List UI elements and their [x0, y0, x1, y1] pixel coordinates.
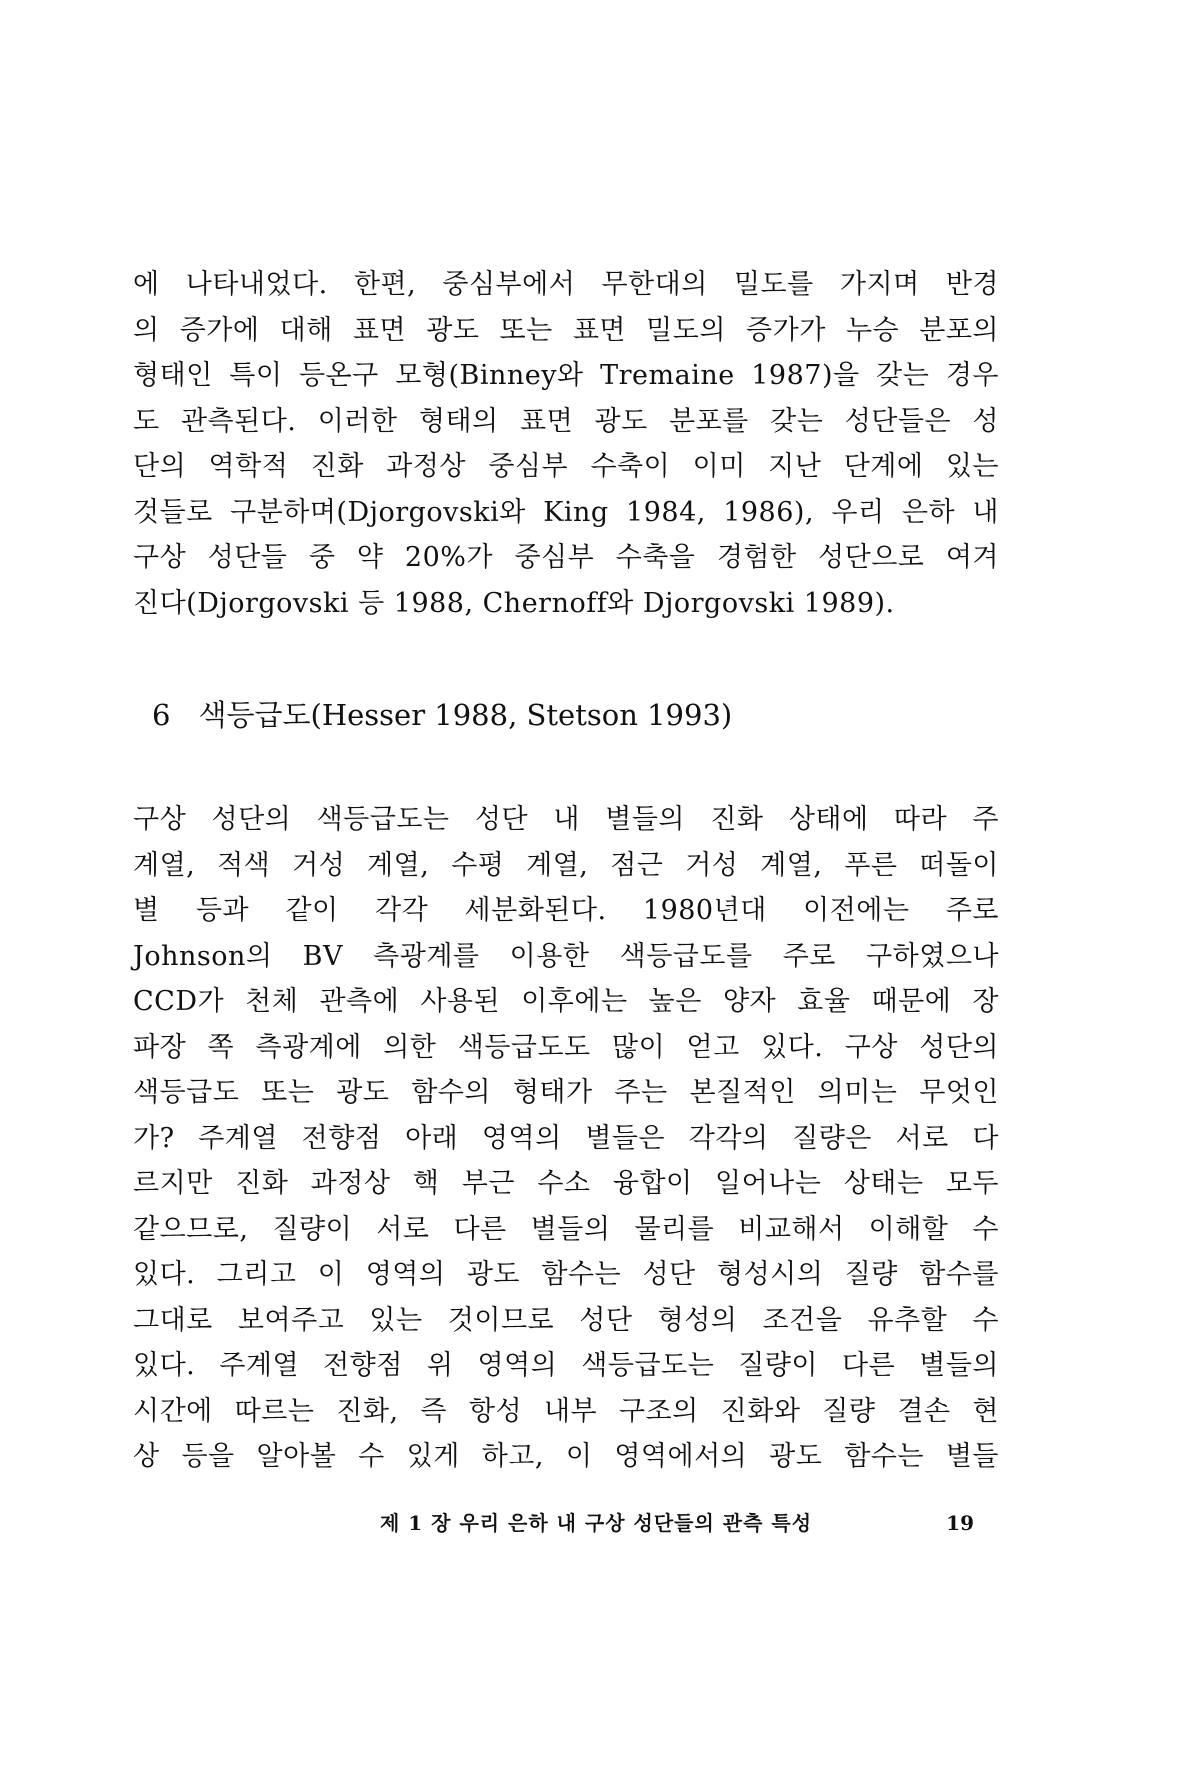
text-line: 같으므로, 질량이 서로 다른 별들의 물리를 비교해서 이해할 수 [133, 1213, 999, 1245]
chapter-title: 제 1 장 우리 은하 내 구상 성단들의 관측 특성 [380, 1511, 813, 1535]
text-line: CCD가 천체 관측에 사용된 이후에는 높은 양자 효율 때문에 장 [133, 986, 999, 1017]
page-number: 19 [946, 1511, 974, 1535]
text-line: 시간에 따르는 진화, 즉 항성 내부 구조의 진화와 질량 결손 현 [133, 1395, 999, 1427]
text-line: 가? 주계열 전향점 아래 영역의 별들은 각각의 질량은 서로 다 [133, 1122, 999, 1154]
text-line: 파장 쪽 측광계에 의한 색등급도도 많이 얻고 있다. 구상 성단의 [133, 1031, 999, 1063]
text-line: 구상 성단의 색등급도는 성단 내 별들의 진화 상태에 따라 주 [133, 804, 999, 835]
text-line: 계열, 적색 거성 계열, 수평 계열, 점근 거성 계열, 푸른 떠돌이 [133, 849, 999, 881]
text-line: 에 나타내었다. 한편, 중심부에서 무한대의 밀도를 가지며 반경 [133, 269, 999, 300]
text-line: 그대로 보여주고 있는 것이므로 성단 형성의 조건을 유추할 수 [133, 1304, 999, 1336]
paragraph-1 [133, 262, 999, 626]
text-line: 상 등을 알아볼 수 있게 하고, 이 영역에서의 광도 함수는 별들 [133, 1441, 999, 1472]
text-line: 의 증가에 대해 표면 광도 또는 표면 밀도의 증가가 누승 분포의 [133, 314, 999, 346]
text-line: 진다(Djorgovski 등 1988, Chernoff와 Djorgovski 1989). [133, 587, 895, 619]
text-line: 것들로 구분하며(Djorgovski와 King 1984, 1986), 우리 은하 내 [133, 496, 999, 528]
section-title: 색등급도(Hesser 1988, Stetson 1993) [198, 698, 733, 732]
running-footer [380, 1508, 974, 1538]
text-line: 구상 성단들 중 약 20%가 중심부 수축을 경험한 성단으로 여겨 [133, 542, 999, 573]
paragraph-2 [133, 797, 999, 1480]
text-line: 있다. 주계열 전향점 위 영역의 색등급도는 질량이 다른 별들의 [133, 1350, 999, 1381]
text-line: Johnson의 BV 측광계를 이용한 색등급도를 주로 구하였으나 [133, 940, 999, 972]
section-number: 6 [152, 698, 171, 732]
section-heading [152, 695, 732, 735]
text-line: 단의 역학적 진화 과정상 중심부 수축이 이미 지난 단계에 있는 [133, 451, 999, 482]
text-line: 르지만 진화 과정상 핵 부근 수소 융합이 일어나는 상태는 모두 [133, 1168, 999, 1199]
text-line: 색등급도 또는 광도 함수의 형태가 주는 본질적인 의미는 무엇인 [133, 1077, 999, 1108]
text-line: 별 등과 같이 각각 세분화된다. 1980년대 이전에는 주로 [133, 895, 999, 926]
text-line: 형태인 특이 등온구 모형(Binney와 Tremaine 1987)을 갖는 경우 [133, 360, 999, 391]
text-line: 있다. 그리고 이 영역의 광도 함수는 성단 형성시의 질량 함수를 [133, 1259, 999, 1290]
text-line: 도 관측된다. 이러한 형태의 표면 광도 분포를 갖는 성단들은 성 [133, 405, 999, 437]
